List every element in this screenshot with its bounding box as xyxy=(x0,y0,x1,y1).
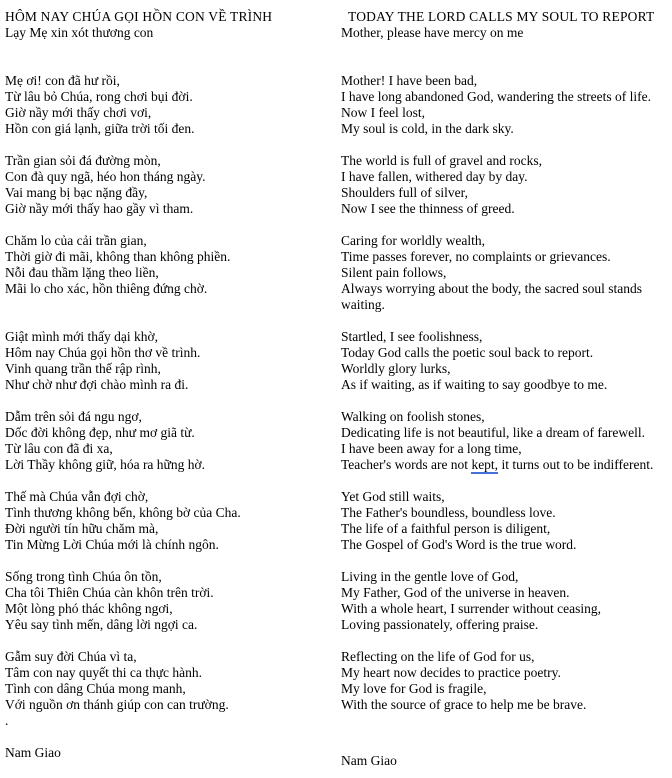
poem-line: Lời Thầy không giữ, hóa ra hững hờ. xyxy=(5,457,206,472)
poem-line: Tin Mừng Lời Chúa mới là chính ngôn. xyxy=(5,537,219,552)
grammar-underlined-word: kept, xyxy=(471,457,499,472)
poem-line: Cha tôi Thiên Chúa càn khôn trên trời. xyxy=(5,585,214,600)
vietnamese-poem-column xyxy=(5,0,336,778)
poem-line: The Father's boundless, boundless love. xyxy=(341,505,556,520)
poem-line: Từ lâu con đã đi xa, xyxy=(5,441,113,456)
poem-line: Dốc đời không đẹp, như mơ giã từ. xyxy=(5,425,195,440)
poem-line: Thời giờ đi mãi, không than không phiền. xyxy=(5,249,231,264)
poem-line: Một lòng phó thác không ngơi, xyxy=(5,601,173,616)
poem-line: Now I feel lost, xyxy=(341,105,425,120)
poem-line: Tâm con nay quyết thi ca thực hành. xyxy=(5,665,203,680)
poem-line: Today God calls the poetic soul back to report. xyxy=(341,345,594,360)
poem-line: With the source of grace to help me be brave. xyxy=(341,697,587,712)
poem-line: Chăm lo của cải trần gian, xyxy=(5,233,147,248)
poem-line: Con đà quy ngã, héo hon tháng ngày. xyxy=(5,169,206,184)
poem-line: Hôm nay Chúa gọi hồn thơ về trình. xyxy=(5,345,201,360)
author-signature-english: Nam Giao xyxy=(341,753,397,768)
poem-line: My Father, God of the universe in heaven. xyxy=(341,585,570,600)
poem-line: I have long abandoned God, wandering the streets of life. xyxy=(341,89,652,104)
poem-line: Giật mình mới thấy dại khờ, xyxy=(5,329,159,344)
poem-line: Như chờ như đợi chào mình ra đi. xyxy=(5,377,189,392)
poem-line: The Gospel of God's Word is the true word. xyxy=(341,537,577,552)
poem-line: Mother! I have been bad, xyxy=(341,73,478,88)
poem-line: Time passes forever, no complaints or grievances. xyxy=(341,249,611,264)
poem-line: Giờ nầy mới thấy chơi vơi, xyxy=(5,105,152,120)
poem-line: Mẹ ơi! con đã hư rồi, xyxy=(5,73,120,88)
poem-line: Yet God still waits, xyxy=(341,489,445,504)
poem-line: Walking on foolish stones, xyxy=(341,409,485,424)
poem-line: With a whole heart, I surrender without ceasing, xyxy=(341,601,601,616)
poem-line: Startled, I see foolishness, xyxy=(341,329,483,344)
poem-line: Vai mang bị bạc nặng đầy, xyxy=(5,185,148,200)
poem-line: Tình con dâng Chúa mong manh, xyxy=(5,681,186,696)
poem-line: Shoulders full of silver, xyxy=(341,185,468,200)
poem-line: Living in the gentle love of God, xyxy=(341,569,519,584)
poem-line: Caring for worldly wealth, xyxy=(341,233,485,248)
poem-line: Giờ nầy mới thấy hao gầy vì tham. xyxy=(5,201,194,216)
poem-line: Yêu say tình mến, dâng lời ngợi ca. xyxy=(5,617,198,632)
poem-title-english: TODAY THE LORD CALLS MY SOUL TO REPORT xyxy=(348,9,655,24)
poem-line: Teacher's words are not kept, it turns out to be indifferent. xyxy=(341,457,654,472)
poem-line: Hồn con giá lạnh, giữa trời tối đen. xyxy=(5,121,195,136)
poem-line: Từ lâu bỏ Chúa, rong chơi bụi đời. xyxy=(5,89,193,104)
author-signature-vietnamese: Nam Giao xyxy=(5,745,61,760)
poem-line: I have fallen, withered day by day. xyxy=(341,169,528,184)
poem-title-vietnamese: HÔM NAY CHÚA GỌI HỒN CON VỀ TRÌNH xyxy=(5,9,273,24)
poem-line: My heart now decides to practice poetry. xyxy=(341,665,561,680)
poem-line: Vinh quang trần thế rập rình, xyxy=(5,361,161,376)
poem-line: Sống trong tình Chúa ôn tồn, xyxy=(5,569,162,584)
poem-line: The world is full of gravel and rocks, xyxy=(341,153,542,168)
poem-line: Gẫm suy đời Chúa vì ta, xyxy=(5,649,137,664)
english-translation-column xyxy=(341,0,672,778)
poem-line: Với nguồn ơn thánh giúp con can trường. xyxy=(5,697,229,712)
poem-dedication-english: Mother, please have mercy on me xyxy=(341,25,524,40)
poem-dedication-vietnamese: Lạy Mẹ xin xót thương con xyxy=(5,25,154,40)
poem-line: Always worrying about the body, the sacred soul stands xyxy=(341,281,642,296)
poem-line: Reflecting on the life of God for us, xyxy=(341,649,535,664)
poem-line: Silent pain follows, xyxy=(341,265,447,280)
poem-line: Đời người tín hữu chăm mà, xyxy=(5,521,159,536)
poem-line: I have been away for a long time, xyxy=(341,441,522,456)
poem-line: Loving passionately, offering praise. xyxy=(341,617,539,632)
poem-line: Tình thương không bến, không bờ của Cha. xyxy=(5,505,241,520)
poem-line: Nỗi đau thầm lặng theo liền, xyxy=(5,265,159,280)
poem-line: The life of a faithful person is diligent, xyxy=(341,521,551,536)
poem-line: Now I see the thinness of greed. xyxy=(341,201,515,216)
poem-line: My soul is cold, in the dark sky. xyxy=(341,121,514,136)
poem-line: waiting. xyxy=(341,297,385,312)
poem-line: Dẫm trên sỏi đá ngu ngơ, xyxy=(5,409,142,424)
poem-line: Dedicating life is not beautiful, like a dream of farewell. xyxy=(341,425,646,440)
period-line: . xyxy=(5,713,9,728)
poem-line: Mãi lo cho xác, hồn thiêng đứng chờ. xyxy=(5,281,208,296)
poem-line: Thế mà Chúa vẫn đợi chờ, xyxy=(5,489,149,504)
poem-line: Worldly glory lurks, xyxy=(341,361,451,376)
poem-line: Trần gian sỏi đá đường mòn, xyxy=(5,153,161,168)
poem-line: My love for God is fragile, xyxy=(341,681,487,696)
poem-line: As if waiting, as if waiting to say goodbye to me. xyxy=(341,377,608,392)
